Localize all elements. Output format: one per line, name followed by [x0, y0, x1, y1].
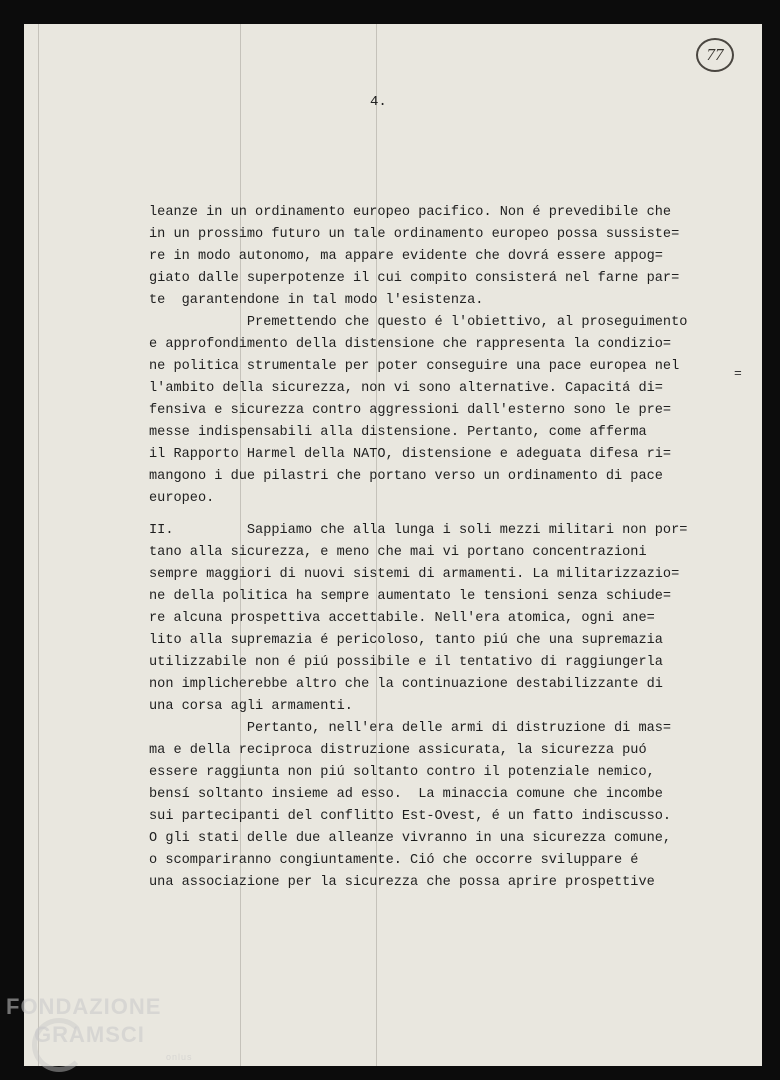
text-line: essere raggiunta non piú soltanto contro il potenziale nemico,	[149, 765, 655, 780]
text-line: ne politica strumentale per poter conseguire una pace europea nel	[149, 359, 680, 374]
fold-line	[38, 24, 39, 1066]
watermark-line3: onlus	[166, 1052, 193, 1062]
text-line: ma e della reciproca distruzione assicurata, la sicurezza puó	[149, 743, 647, 758]
text-line: messe indispensabili alla distensione. Pertanto, come afferma	[149, 425, 647, 440]
watermark-circle-icon	[32, 1018, 86, 1072]
archive-number-stamp: 77	[696, 38, 734, 72]
watermark-line2: GRAMSCI	[34, 1022, 145, 1047]
text-line: II. Sappiamo che alla lunga i soli mezzi militari non por=	[149, 523, 688, 538]
text-line: re alcuna prospettiva accettabile. Nell'era atomica, ogni ane=	[149, 611, 655, 626]
text-line: fensiva e sicurezza contro aggressioni dall'esterno sono le pre=	[149, 403, 672, 418]
text-line: una corsa agli armamenti.	[149, 699, 353, 714]
text-line: in un prossimo futuro un tale ordinamento europeo possa sussiste=	[149, 227, 680, 242]
text-line: tano alla sicurezza, e meno che mai vi portano concentrazioni	[149, 545, 647, 560]
text-line: europeo.	[149, 491, 215, 506]
text-line: una associazione per la sicurezza che possa aprire prospettive	[149, 875, 655, 890]
text-line: sui partecipanti del conflitto Est-Ovest, é un fatto indiscusso.	[149, 809, 672, 824]
text-line: lito alla supremazia é pericoloso, tanto piú che una supremazia	[149, 633, 663, 648]
text-line: ne della politica ha sempre aumentato le tensioni senza schiude=	[149, 589, 672, 604]
text-line: re in modo autonomo, ma appare evidente che dovrá essere appog=	[149, 249, 663, 264]
text-line: non implicherebbe altro che la continuazione destabilizzante di	[149, 677, 663, 692]
text-line: sempre maggiori di nuovi sistemi di armamenti. La militarizzazio=	[149, 567, 680, 582]
text-line: Premettendo che questo é l'obiettivo, al proseguimento	[149, 315, 688, 330]
text-line: giato dalle superpotenze il cui compito consisterá nel farne par=	[149, 271, 680, 286]
text-line: utilizzabile non é piú possibile e il tentativo di raggiungerla	[149, 655, 663, 670]
text-line: bensí soltanto insieme ad esso. La minaccia comune che incombe	[149, 787, 663, 802]
watermark-logo	[6, 994, 193, 1062]
text-line: o scompariranno congiuntamente. Ció che occorre sviluppare é	[149, 853, 639, 868]
document-page	[24, 24, 762, 1066]
margin-mark: =	[734, 366, 742, 381]
body-text	[149, 202, 749, 894]
text-line: il Rapporto Harmel della NATO, distensione e adeguata difesa ri=	[149, 447, 672, 462]
text-line: e approfondimento della distensione che rappresenta la condizio=	[149, 337, 672, 352]
text-line: mangono i due pilastri che portano verso un ordinamento di pace	[149, 469, 663, 484]
text-line: O gli stati delle due alleanze vivranno in una sicurezza comune,	[149, 831, 672, 846]
text-line: leanze in un ordinamento europeo pacifico. Non é prevedibile che	[149, 205, 672, 220]
text-line: te garantendone in tal modo l'esistenza.	[149, 293, 484, 308]
page-number: 4.	[370, 94, 387, 110]
text-line: l'ambito della sicurezza, non vi sono alternative. Capacitá di=	[149, 381, 663, 396]
watermark-line1: FONDAZIONE	[6, 994, 162, 1019]
text-line: Pertanto, nell'era delle armi di distruzione di mas=	[149, 721, 672, 736]
